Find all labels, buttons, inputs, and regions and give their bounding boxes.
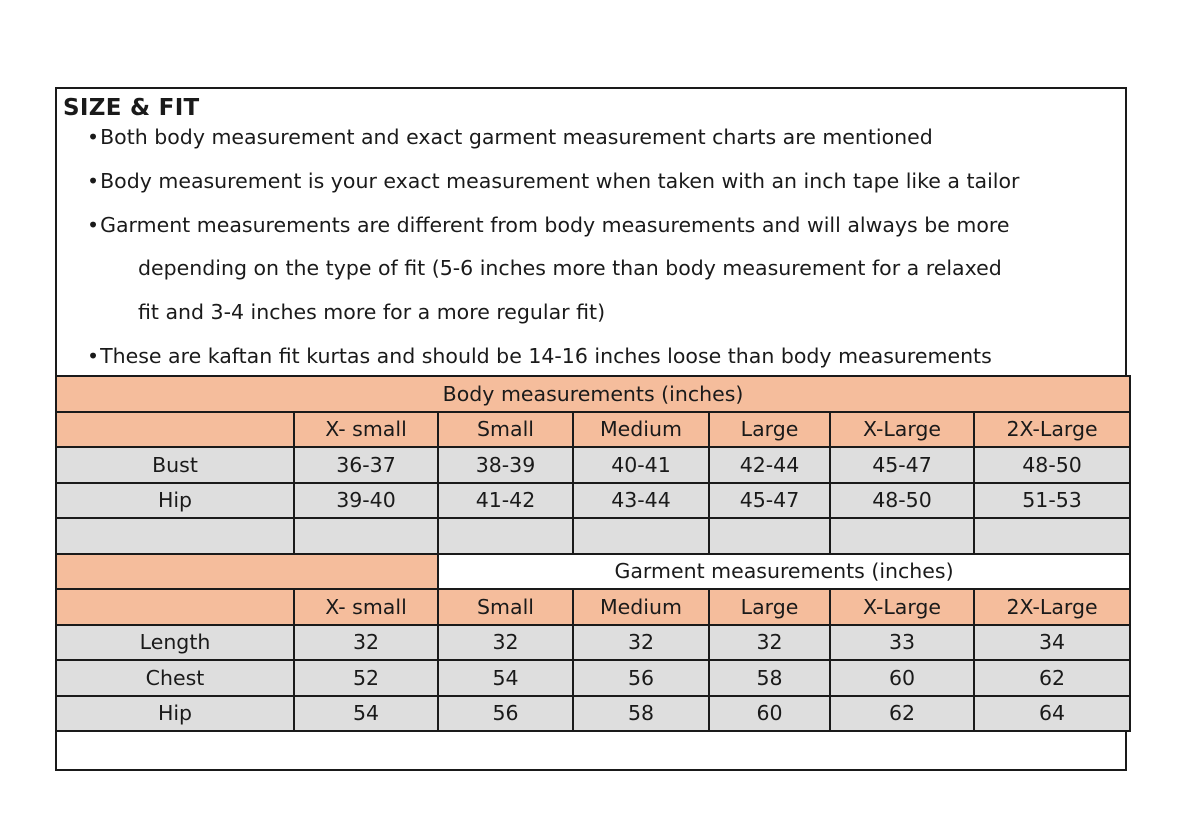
note-item	[87, 344, 992, 368]
bullet-icon: •	[87, 344, 100, 368]
table-cell: 48-50	[974, 447, 1130, 483]
header-corner-cell	[56, 412, 294, 448]
table-cell: 43-44	[573, 483, 709, 519]
note-continuation: depending on the type of fit (5-6 inches more than body measurement for a relaxed	[138, 256, 1002, 280]
table-cell: 54	[294, 696, 438, 732]
measurement-table	[55, 375, 1131, 732]
size-fit-chart	[55, 87, 1127, 771]
table-cell: 39-40	[294, 483, 438, 519]
table-cell: 38-39	[438, 447, 573, 483]
table-cell: 64	[974, 696, 1130, 732]
body-size-header-row	[56, 412, 1130, 448]
table-cell: 54	[438, 660, 573, 696]
table-cell: 32	[709, 625, 830, 661]
empty-cell	[294, 518, 438, 554]
table-cell: 34	[974, 625, 1130, 661]
note-text: Body measurement is your exact measurement when taken with an inch tape like a tailor	[100, 169, 1020, 193]
empty-row	[56, 518, 1130, 554]
table-cell: 60	[709, 696, 830, 732]
table-cell: 62	[830, 696, 974, 732]
table-cell: 45-47	[830, 447, 974, 483]
note-text: Both body measurement and exact garment measurement charts are mentioned	[100, 125, 933, 149]
empty-cell	[830, 518, 974, 554]
size-header: Small	[438, 412, 573, 448]
size-header: Large	[709, 589, 830, 625]
size-header: X-Large	[830, 412, 974, 448]
bullet-icon: •	[87, 213, 100, 237]
row-label: Chest	[56, 660, 294, 696]
table-cell: 60	[830, 660, 974, 696]
size-header: Small	[438, 589, 573, 625]
row-label: Length	[56, 625, 294, 661]
table-cell: 32	[573, 625, 709, 661]
table-cell: 32	[438, 625, 573, 661]
table-cell: 42-44	[709, 447, 830, 483]
table-cell: 45-47	[709, 483, 830, 519]
table-cell: 36-37	[294, 447, 438, 483]
note-continuation: fit and 3-4 inches more for a more regular fit)	[138, 300, 606, 324]
size-header: Large	[709, 412, 830, 448]
table-row	[56, 696, 1130, 732]
note-item	[87, 125, 933, 149]
note-text: Garment measurements are different from body measurements and will always be more	[100, 213, 1010, 237]
table-cell: 32	[294, 625, 438, 661]
garment-size-header-row	[56, 589, 1130, 625]
table-cell: 52	[294, 660, 438, 696]
table-cell: 33	[830, 625, 974, 661]
table-row	[56, 660, 1130, 696]
table-cell: 41-42	[438, 483, 573, 519]
table-cell: 48-50	[830, 483, 974, 519]
note-item	[87, 213, 1009, 237]
table-cell: 40-41	[573, 447, 709, 483]
note-text: These are kaftan fit kurtas and should be 14-16 inches loose than body measurements	[100, 344, 992, 368]
garment-title-row	[56, 554, 1130, 590]
bullet-icon: •	[87, 169, 100, 193]
table-cell: 58	[573, 696, 709, 732]
bullet-icon: •	[87, 125, 100, 149]
table-cell: 51-53	[974, 483, 1130, 519]
empty-cell	[709, 518, 830, 554]
section-heading: SIZE & FIT	[63, 95, 200, 121]
body-table-title: Body measurements (inches)	[56, 376, 1130, 412]
size-header: Medium	[573, 412, 709, 448]
size-header: X- small	[294, 412, 438, 448]
table-row	[56, 483, 1130, 519]
size-header: X- small	[294, 589, 438, 625]
header-corner-cell	[56, 589, 294, 625]
table-cell: 56	[438, 696, 573, 732]
row-label: Hip	[56, 696, 294, 732]
size-fit-notes	[57, 89, 1125, 377]
table-cell: 58	[709, 660, 830, 696]
table-cell: 62	[974, 660, 1130, 696]
empty-cell	[56, 518, 294, 554]
empty-cell	[438, 518, 573, 554]
size-header: 2X-Large	[974, 412, 1130, 448]
row-label: Bust	[56, 447, 294, 483]
garment-table-title: Garment measurements (inches)	[438, 554, 1130, 590]
table-row	[56, 447, 1130, 483]
row-label: Hip	[56, 483, 294, 519]
table-row	[56, 625, 1130, 661]
header-corner-cell	[56, 554, 438, 590]
note-item	[87, 169, 1019, 193]
body-title-row	[56, 376, 1130, 412]
empty-cell	[974, 518, 1130, 554]
table-cell: 56	[573, 660, 709, 696]
size-header: Medium	[573, 589, 709, 625]
size-header: 2X-Large	[974, 589, 1130, 625]
size-header: X-Large	[830, 589, 974, 625]
empty-cell	[573, 518, 709, 554]
